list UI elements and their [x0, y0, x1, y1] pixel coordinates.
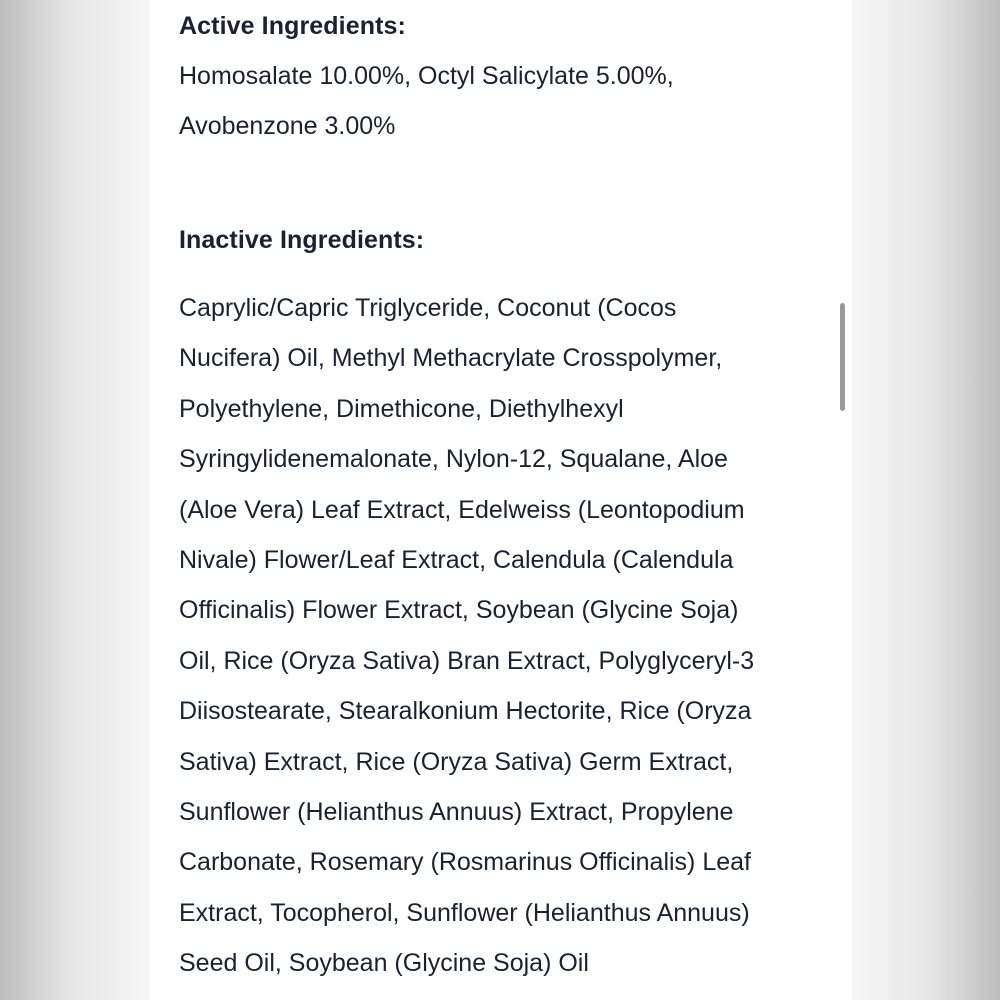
inactive-ingredients-line: Oil, Rice (Oryza Sativa) Bran Extract, Polyglyceryl-3 — [179, 646, 755, 675]
inactive-ingredients-line: Sativa) Extract, Rice (Oryza Sativa) Germ Extract, — [179, 747, 734, 776]
inactive-ingredients-line: Sunflower (Helianthus Annuus) Extract, Propylene — [179, 797, 734, 826]
inactive-ingredients-line: (Aloe Vera) Leaf Extract, Edelweiss (Leontopodium — [179, 495, 745, 524]
scrollbar-thumb[interactable] — [840, 303, 845, 411]
inactive-ingredients-line: Carbonate, Rosemary (Rosmarinus Officinalis) Leaf — [179, 848, 751, 877]
inactive-ingredients-line: Diisostearate, Stearalkonium Hectorite, Rice (Oryza — [179, 697, 752, 726]
inactive-ingredients-line: Officinalis) Flower Extract, Soybean (Glycine Soja) — [179, 596, 739, 625]
inactive-ingredients-heading: Inactive Ingredients: — [179, 226, 425, 254]
inactive-ingredients-line: Nivale) Flower/Leaf Extract, Calendula (Calendula — [179, 545, 734, 574]
active-ingredients-line: Homosalate 10.00%, Octyl Salicylate 5.00%, — [179, 62, 674, 90]
inactive-ingredients-line: Caprylic/Capric Triglyceride, Coconut (Cocos — [179, 294, 677, 322]
inactive-ingredients-line: Syringylidenemalonate, Nylon-12, Squalane, Aloe — [179, 445, 728, 474]
inactive-ingredients-list — [179, 283, 754, 988]
active-ingredients-line: Avobenzone 3.00% — [179, 112, 396, 140]
active-ingredients-heading: Active Ingredients: — [179, 12, 406, 40]
inactive-ingredients-line: Nucifera) Oil, Methyl Methacrylate Crosspolymer, — [179, 344, 723, 373]
ingredients-panel[interactable] — [150, 0, 852, 1000]
inactive-ingredients-line: Polyethylene, Dimethicone, Diethylhexyl — [179, 394, 624, 423]
inactive-ingredients-line: Seed Oil, Soybean (Glycine Soja) Oil — [179, 949, 589, 978]
inactive-ingredients-line: Extract, Tocopherol, Sunflower (Helianthus Annuus) — [179, 898, 750, 927]
